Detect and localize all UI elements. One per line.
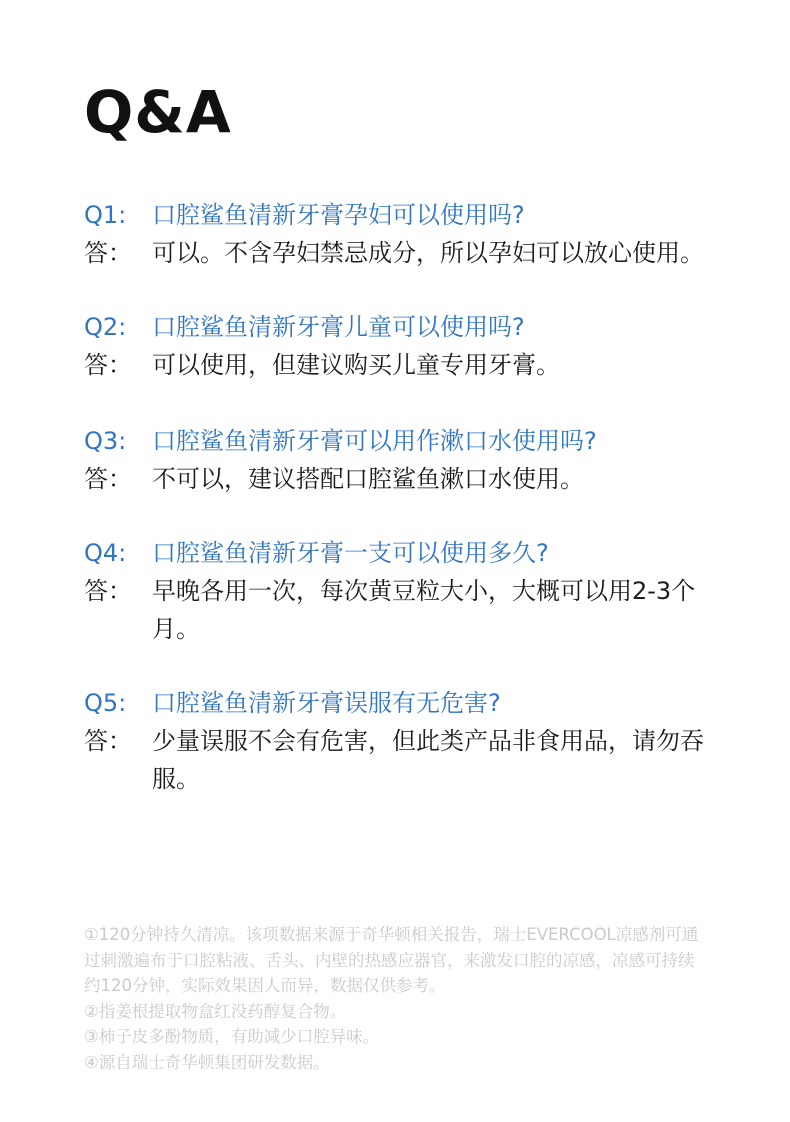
answer-row <box>84 234 724 272</box>
footnote-3: ③柿子皮多酚物质，有助减少口腔异味。 <box>84 1027 380 1046</box>
answer-label: 答： <box>84 465 132 493</box>
question-row <box>84 684 724 722</box>
question-row <box>84 422 724 460</box>
footnote-4: ④源自瑞士奇华顿集团研发数据。 <box>84 1052 330 1072</box>
answer-label: 答： <box>84 351 132 379</box>
qa-item-3 <box>84 422 724 498</box>
answer-text: 可以。不含孕妇禁忌成分，所以孕妇可以放心使用。 <box>152 239 704 267</box>
answer-text: 少量误服不会有危害，但此类产品非食用品，请勿吞服。 <box>152 727 704 793</box>
answer-row <box>84 572 724 648</box>
question-text: 口腔鲨鱼清新牙膏一支可以使用多久? <box>152 539 549 567</box>
question-label: Q5: <box>84 689 127 717</box>
question-label: Q3: <box>84 427 127 455</box>
answer-row <box>84 722 724 798</box>
footnote-1: ①120分钟持久清凉。该项数据来源于奇华顿相关报告，瑞士EVERCOOL凉感剂可通过刺激遍布于口腔粘液、舌头、内壁的热感应器官，来激发口腔的凉感，凉感可持续约120分钟，实际效果因人而异，数据仅供参考。 <box>84 925 699 995</box>
qa-list <box>84 196 724 834</box>
answer-label: 答： <box>84 577 132 605</box>
footnotes <box>84 922 708 1075</box>
answer-text: 可以使用，但建议购买儿童专用牙膏。 <box>152 351 560 379</box>
answer-label: 答： <box>84 727 132 755</box>
answer-label: 答： <box>84 239 132 267</box>
qa-item-2 <box>84 308 724 384</box>
question-row <box>84 308 724 346</box>
question-text: 口腔鲨鱼清新牙膏儿童可以使用吗? <box>152 313 525 341</box>
qa-item-4 <box>84 534 724 648</box>
footnote-2: ②指姜根提取物盒红没药醇复合物。 <box>84 1001 347 1021</box>
question-label: Q1: <box>84 201 127 229</box>
page-title: Q&A <box>84 78 232 146</box>
question-text: 口腔鲨鱼清新牙膏孕妇可以使用吗? <box>152 201 525 229</box>
answer-text: 早晚各用一次，每次黄豆粒大小，大概可以用2-3个月。 <box>152 577 696 643</box>
question-text: 口腔鲨鱼清新牙膏误服有无危害? <box>152 689 501 717</box>
question-text: 口腔鲨鱼清新牙膏可以用作漱口水使用吗? <box>152 427 597 455</box>
answer-row <box>84 346 724 384</box>
question-label: Q2: <box>84 313 127 341</box>
question-row <box>84 196 724 234</box>
answer-text: 不可以，建议搭配口腔鲨鱼漱口水使用。 <box>152 465 584 493</box>
answer-row <box>84 460 724 498</box>
qa-item-1 <box>84 196 724 272</box>
qa-item-5 <box>84 684 724 798</box>
question-row <box>84 534 724 572</box>
question-label: Q4: <box>84 539 127 567</box>
